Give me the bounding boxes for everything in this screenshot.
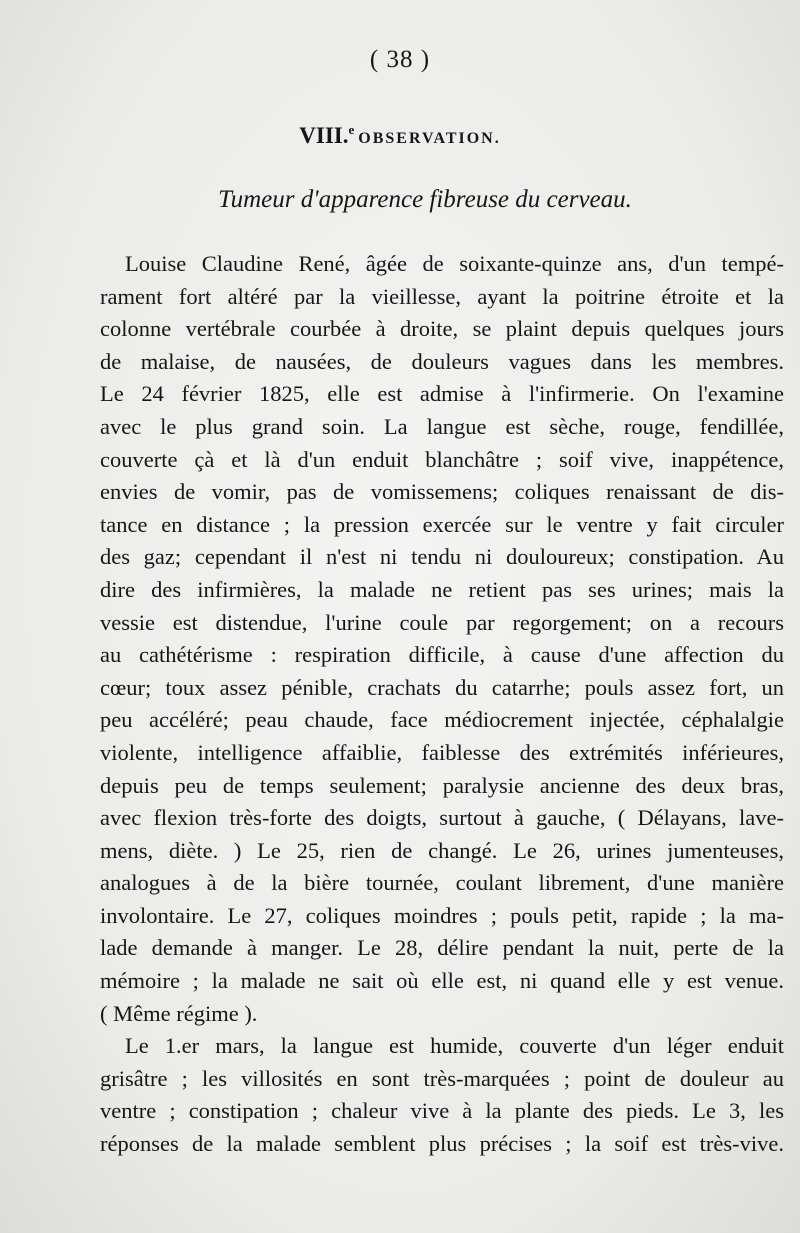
observation-number: VIII. [299, 123, 349, 148]
text-line: couverte çà et là d'un enduit blanchâtre ; soif vive, inappétence, [100, 446, 784, 472]
text-line: cœur; toux assez pénible, crachats du catarrhe; pouls assez fort, un [100, 674, 784, 700]
text-line: rament fort altéré par la vieillesse, ayant la poitrine étroite et la [100, 283, 784, 309]
text-line: involontaire. Le 27, coliques moindres ; pouls petit, rapide ; la ma- [100, 902, 784, 928]
text-line: tance en distance ; la pression exercée sur le ventre y fait circuler [100, 511, 784, 537]
observation-subtitle: Tumeur d'apparence fibreuse du cerveau. [218, 186, 632, 213]
text-line: de malaise, de nausées, de douleurs vagues dans les membres. [100, 348, 784, 374]
text-line: des gaz; cependant il n'est ni tendu ni douloureux; constipation. Au [100, 544, 784, 570]
text-line: Le 24 février 1825, elle est admise à l'infirmerie. On l'examine [100, 381, 784, 407]
text-line: dire des infirmières, la malade ne retient pas ses urines; mais la [100, 576, 784, 602]
text-line: ( Même régime ). [100, 1000, 258, 1026]
text-line: avec le plus grand soin. La langue est sèche, rouge, fendillée, [100, 413, 784, 439]
observation-heading [0, 122, 800, 149]
text-line: Le 1.er mars, la langue est humide, couverte d'un léger enduit [125, 1033, 784, 1059]
body-text [100, 248, 784, 1161]
text-line: depuis peu de temps seulement; paralysie ancienne des deux bras, [100, 772, 784, 798]
text-line: ventre ; constipation ; chaleur vive à la plante des pieds. Le 3, les [100, 1098, 784, 1124]
text-line: avec flexion très-forte des doigts, surtout à gauche, ( Délayans, lave- [100, 805, 784, 831]
observation-label: OBSERVATION. [358, 130, 501, 147]
text-line: mémoire ; la malade ne sait où elle est, ni quand elle y est venue. [100, 968, 784, 994]
page-number: ( 38 ) [369, 46, 431, 73]
text-line: Louise Claudine René, âgée de soixante-quinze ans, d'un tempé- [125, 251, 784, 276]
text-line: au cathétérisme : respiration difficile, à cause d'une affection du [100, 642, 784, 668]
text-line: peu accéléré; peau chaude, face médiocrement injectée, céphalalgie [100, 707, 784, 733]
observation-number-superscript: e [348, 122, 355, 137]
text-line: réponses de la malade semblent plus précises ; la soif est très-vive. [100, 1131, 784, 1157]
text-line: mens, diète. ) Le 25, rien de changé. Le 26, urines jumenteuses, [100, 837, 784, 863]
text-line: lade demande à manger. Le 28, délire pendant la nuit, perte de la [100, 935, 784, 961]
text-line: envies de vomir, pas de vomissemens; coliques renaissant de dis- [100, 479, 784, 505]
text-line: grisâtre ; les villosités en sont très-marquées ; point de douleur au [100, 1065, 784, 1091]
text-line: colonne vertébrale courbée à droite, se plaint depuis quelques jours [100, 316, 784, 342]
text-line: analogues à de la bière tournée, coulant librement, d'une manière [100, 870, 784, 896]
text-line: violente, intelligence affaiblie, faiblesse des extrémités inférieures, [100, 739, 784, 765]
text-line: vessie est distendue, l'urine coule par regorgement; on a recours [100, 609, 784, 635]
